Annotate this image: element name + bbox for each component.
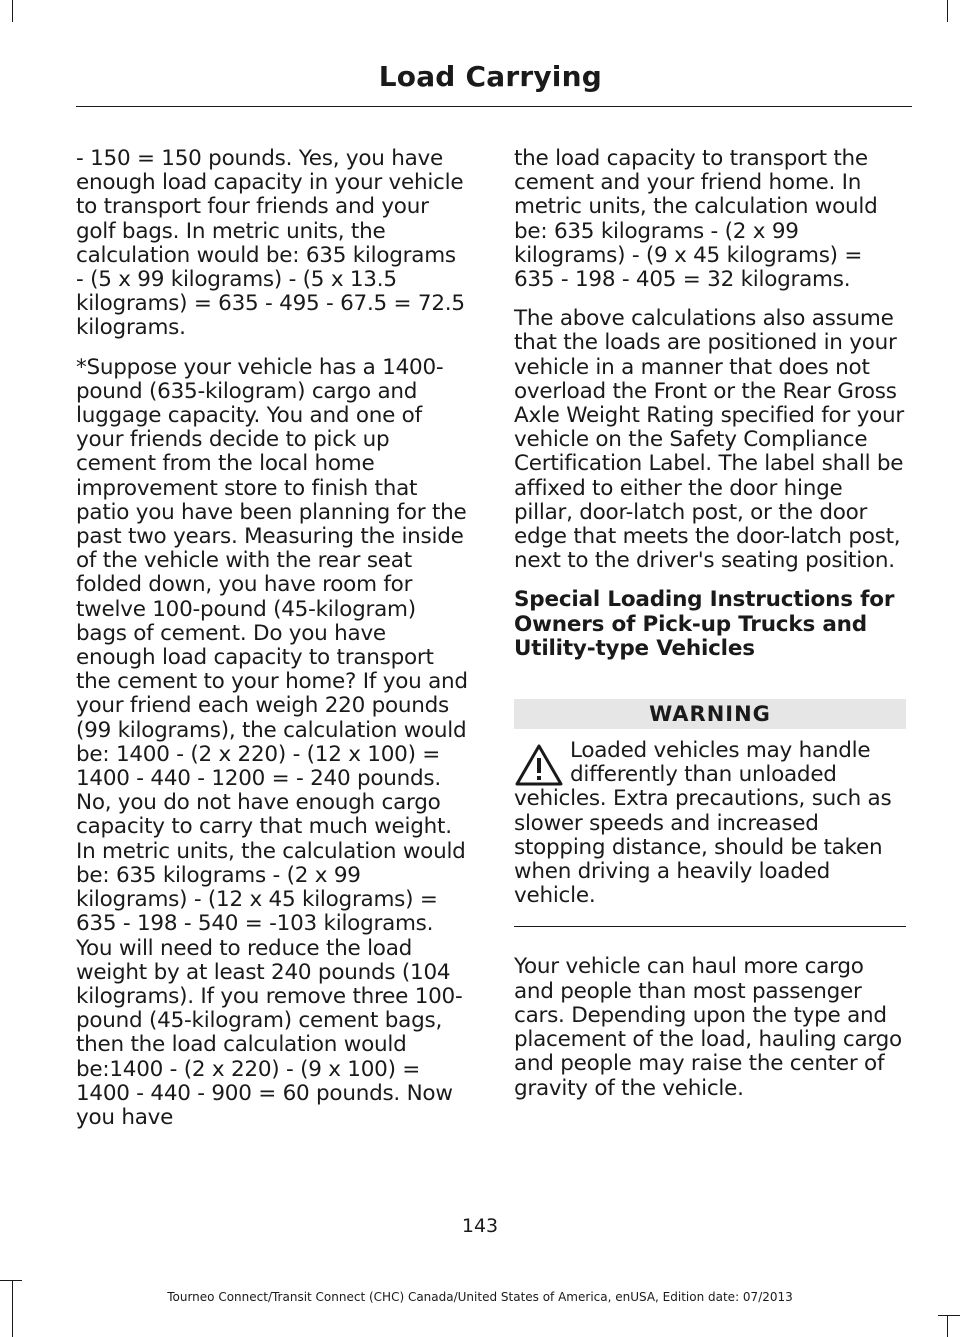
crop-mark-bottom-right-h	[938, 1315, 960, 1316]
section-heading-special-loading: Special Loading Instructions for Owners of Pick-up Trucks and Utility-type Vehicles	[514, 587, 895, 661]
paragraph-axle-weight: The above calculations also assume that the loads are positioned in your vehicle in a manner that does not overload the Front or the Rear Gross Axle Weight Rating specified for your vehicle on the Safety Compliance Certification Label. The label shall be affixed to either the door hinge pillar, door-latch post, or the door edge that meets the door-latch post, next to the driver's seating position.	[514, 306, 904, 574]
paragraph-cement-example: *Suppose your vehicle has a 1400-pound (635-kilogram) cargo and luggage capacity. You and one of your friends decide to pick up cement from the local home improvement store to finish that patio you have been planning for the past two years. Measuring the inside of the vehicle with the rear seat folded down, you have room for twelve 100-pound (45-kilogram) bags of cement. Do you have enough load capacity to transport the cement to your home? If you and your friend each weigh 220 pounds (99 kilograms), the calculation would be: 1400 - (2 x 220) - (12 x 100) = 1400 - 440 - 1200 = - 240 pounds. No, you do not have enough cargo capacity to carry that much weight. In metric units, the calculation would be: 635 kilograms - (2 x 99 kilograms) - (12 x 45 kilograms) = 635 - 198 - 540 = -103 kilograms. You will need to reduce the load weight by at least 240 pounds (104 kilograms). If you remove three 100-pound (45-kilogram) cement bags, then the load calculation would be:1400 - (2 x 220) - (9 x 100) = 1400 - 440 - 900 = 60 pounds. Now you have	[76, 354, 468, 1130]
warning-divider	[514, 926, 906, 927]
crop-mark-bottom-left-h	[0, 1280, 22, 1281]
page-section-title: Load Carrying	[378, 60, 602, 93]
paragraph-golf-bags: - 150 = 150 pounds. Yes, you have enough load capacity in your vehicle to transport four friends and your golf bags. In metric units, the calculation would be: 635 kilograms - (5 x 99 kilograms) - (5 x 13.5 kilograms) = 635 - 495 - 67.5 = 72.5 kilograms.	[76, 146, 465, 341]
warning-label: WARNING	[514, 699, 906, 729]
crop-mark-bottom-left	[12, 1280, 13, 1337]
crop-mark-top-left	[12, 0, 13, 22]
page-number: 143	[461, 1215, 499, 1237]
paragraph-center-of-gravity: Your vehicle can haul more cargo and people than most passenger cars. Depending upon the type and placement of the load, hauling cargo and people may raise the center of gravity of the vehicle.	[514, 954, 902, 1101]
warning-triangle-icon	[514, 743, 564, 787]
header-divider	[76, 106, 912, 107]
paragraph-cement-metric: the load capacity to transport the cement and your friend home. In metric units, the calculation would be: 635 kilograms - (2 x 99 kilograms) - (9 x 45 kilograms) = 635 - 198 - 405 = 32 kilograms.	[514, 146, 878, 293]
left-column	[76, 147, 468, 1145]
right-column	[514, 147, 906, 1116]
document-footer: Tourneo Connect/Transit Connect (CHC) Canada/United States of America, enUSA, Edition date: 07/2013	[167, 1290, 793, 1304]
crop-mark-top-right	[947, 0, 948, 22]
warning-text-block	[514, 739, 906, 908]
crop-mark-bottom-right	[947, 1315, 948, 1337]
warning-text: Loaded vehicles may handle differently than unloaded vehicles. Extra precautions, such as slower speeds and increased stopping distance, should be taken when driving a heavily loaded vehicle.	[514, 738, 892, 909]
